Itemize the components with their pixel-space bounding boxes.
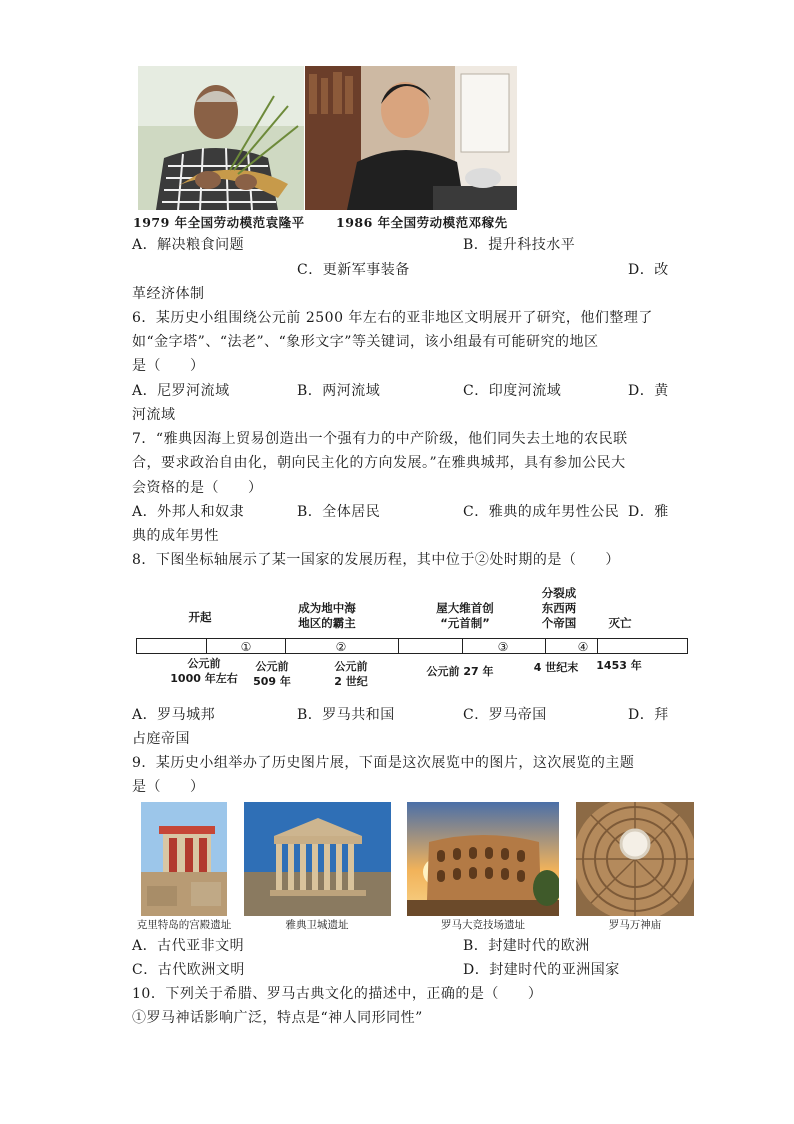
q5-option-d: D．改 <box>628 262 669 278</box>
q7-stem-line-2: 合，要求政治自由化，朝向民主化的方向发展。”在雅典城邦，具有参加公民大 <box>132 455 626 471</box>
timeline-date-1000bc: 公元前 1000 年左右 <box>170 657 238 685</box>
q8-option-d-continued: 占庭帝国 <box>132 731 190 747</box>
q6-stem-line-2: 如“金字塔”、“法老”、“象形文字”等关键词，该小组最有可能研究的地区 <box>132 334 599 350</box>
timeline-marker-2: ② <box>335 640 347 654</box>
timeline-label-fall: 灭亡 <box>608 616 632 630</box>
timeline-tick <box>206 638 207 654</box>
q5-option-c: C．更新军事装备 <box>297 262 410 278</box>
q6-option-d-continued: 河流域 <box>132 407 176 423</box>
photo-caption-yuan: 1979 年全国劳动模范袁隆平 <box>133 215 305 230</box>
caption-pantheon: 罗马万神庙 <box>608 919 662 931</box>
colosseum-photo <box>407 802 559 916</box>
timeline-tick <box>462 638 463 654</box>
acropolis-photo <box>244 802 391 916</box>
timeline-date-2c-bc: 公元前 2 世纪 <box>334 660 368 688</box>
timeline-date-27bc: 公元前 27 年 <box>426 665 494 678</box>
caption-knossos: 克里特岛的宫殿遗址 <box>136 919 232 931</box>
q9-stem-line-2: 是（ ） <box>132 779 205 795</box>
q5-option-d-continued: 革经济体制 <box>132 286 205 302</box>
q5-option-b: B．提升科技水平 <box>463 237 576 253</box>
q9-option-c: C．古代欧洲文明 <box>132 962 245 978</box>
q9-option-d: D．封建时代的亚洲国家 <box>463 962 620 978</box>
timeline-label-rise: 开起 <box>188 610 212 624</box>
q6-stem-line-1: 6．某历史小组围绕公元前 2500 年左右的亚非地区文明展开了研究，他们整理了 <box>132 310 653 326</box>
timeline-date-4c: 4 世纪末 <box>533 661 579 674</box>
timeline-marker-1: ① <box>240 640 252 654</box>
q6-option-c: C．印度河流域 <box>463 383 562 399</box>
timeline-tick <box>545 638 546 654</box>
q8-stem: 8．下图坐标轴展示了某一国家的发展历程，其中位于②处时期的是（ ） <box>132 552 620 568</box>
q10-statement-1: ①罗马神话影响广泛，特点是“神人同形同性” <box>132 1010 423 1026</box>
q6-option-d: D．黄 <box>628 383 669 399</box>
q7-option-a: A．外邦人和奴隶 <box>132 504 245 520</box>
q9-option-b: B．封建时代的欧洲 <box>463 938 590 954</box>
q7-option-d-continued: 典的成年男性 <box>132 528 219 544</box>
timeline-date-1453: 1453 年 <box>596 659 642 672</box>
q6-option-a: A．尼罗河流域 <box>132 383 230 399</box>
knossos-palace-photo <box>141 802 227 916</box>
timeline-tick <box>285 638 286 654</box>
timeline-axis <box>136 638 688 654</box>
timeline-tick <box>398 638 399 654</box>
q10-stem: 10．下列关于希腊、罗马古典文化的描述中，正确的是（ ） <box>132 986 543 1002</box>
yuan-longping-photo <box>138 66 304 210</box>
timeline-label-split: 分裂成 东西两 个帝国 <box>541 586 577 630</box>
caption-colosseum: 罗马大竞技场遗址 <box>441 919 525 931</box>
q7-option-d: D．雅 <box>628 504 669 520</box>
q9-stem-line-1: 9．某历史小组举办了历史图片展，下面是这次展览中的图片，这次展览的主题 <box>132 755 635 771</box>
q8-option-b: B．罗马共和国 <box>297 707 395 723</box>
q6-stem-line-3: 是（ ） <box>132 358 205 374</box>
photo-caption-deng: 1986 年全国劳动模范邓稼先 <box>336 215 508 230</box>
timeline-marker-3: ③ <box>497 640 509 654</box>
deng-jiaxian-photo <box>305 66 517 210</box>
timeline-marker-4: ④ <box>577 640 589 654</box>
timeline-tick <box>597 638 598 654</box>
q7-option-b: B．全体居民 <box>297 504 381 520</box>
q7-stem-line-3: 会资格的是（ ） <box>132 480 263 496</box>
timeline-label-hegemon: 成为地中海 地区的霸主 <box>298 601 356 630</box>
q7-option-c: C．雅典的成年男性公民 <box>463 504 620 520</box>
q8-option-d: D．拜 <box>628 707 669 723</box>
q7-stem-line-1: 7．“雅典因海上贸易创造出一个强有力的中产阶级，他们同失去土地的农民联 <box>132 431 628 447</box>
caption-acropolis: 雅典卫城遗址 <box>285 919 349 931</box>
q9-option-a: A．古代亚非文明 <box>132 938 245 954</box>
q8-option-a: A．罗马城邦 <box>132 707 216 723</box>
timeline-date-509bc: 公元前 509 年 <box>253 660 291 688</box>
q5-option-a: A．解决粮食问题 <box>132 237 245 253</box>
q6-option-b: B．两河流域 <box>297 383 381 399</box>
pantheon-photo <box>576 802 694 916</box>
timeline-label-principate: 屋大维首创 “元首制” <box>436 601 494 630</box>
q8-option-c: C．罗马帝国 <box>463 707 547 723</box>
